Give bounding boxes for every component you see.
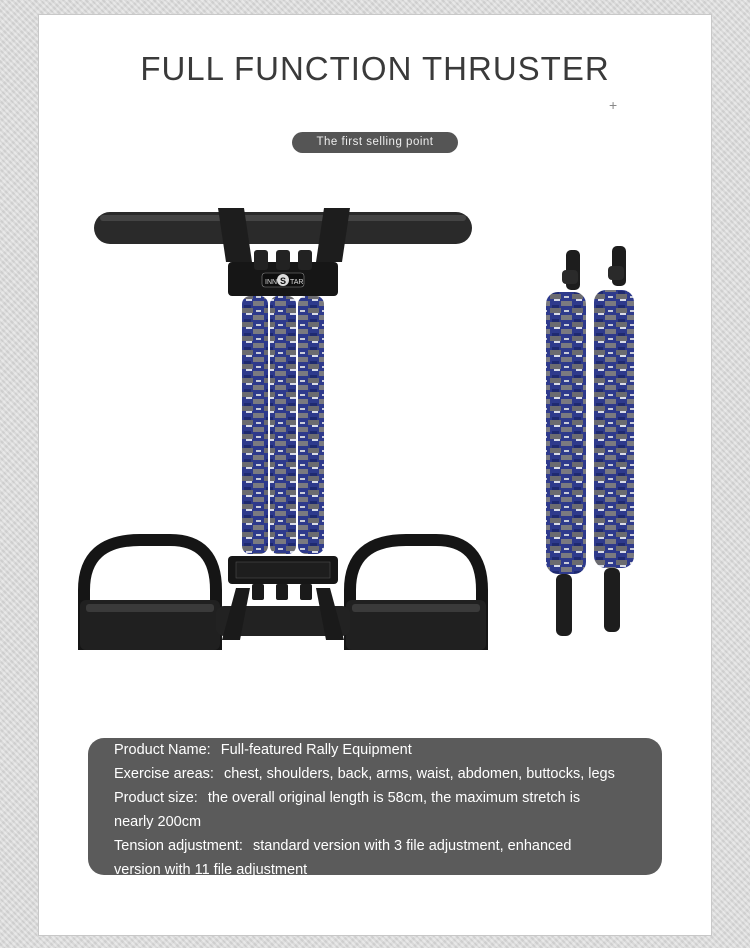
logo-text-1: INN	[265, 279, 278, 286]
spec-value: standard version with 3 file adjustment, enhanced	[253, 838, 572, 854]
spec-tension-cont	[114, 858, 662, 882]
page-title: FULL FUNCTION THRUSTER	[140, 50, 610, 87]
selling-point-badge: The first selling point	[292, 132, 458, 153]
spec-tension	[114, 834, 662, 858]
spec-value: the overall original length is 58cm, the maximum stretch is	[207, 790, 581, 806]
logo-text-3: TAR	[290, 279, 304, 286]
spec-product-size	[114, 786, 662, 810]
product-specs-panel	[88, 738, 662, 878]
plus-icon: +	[609, 97, 618, 113]
resistance-bands	[242, 296, 324, 554]
spec-value: version with 11 file adjustment	[114, 862, 308, 878]
spec-value: Full-featured Rally Equipment	[220, 742, 412, 758]
spec-product-size-cont	[114, 810, 662, 834]
spec-label: Product size:	[114, 790, 198, 806]
spec-product-name	[114, 738, 662, 762]
spec-exercise-areas	[114, 762, 662, 786]
spec-label: Product Name:	[114, 742, 211, 758]
spec-label: Exercise areas:	[114, 766, 214, 782]
spec-value: nearly 200cm	[114, 814, 202, 830]
logo-text-2: S	[280, 276, 287, 286]
loose-bands	[546, 246, 634, 636]
spec-value: chest, shoulders, back, arms, waist, abdomen, buttocks, legs	[223, 766, 615, 782]
spec-label: Tension adjustment:	[114, 838, 243, 854]
